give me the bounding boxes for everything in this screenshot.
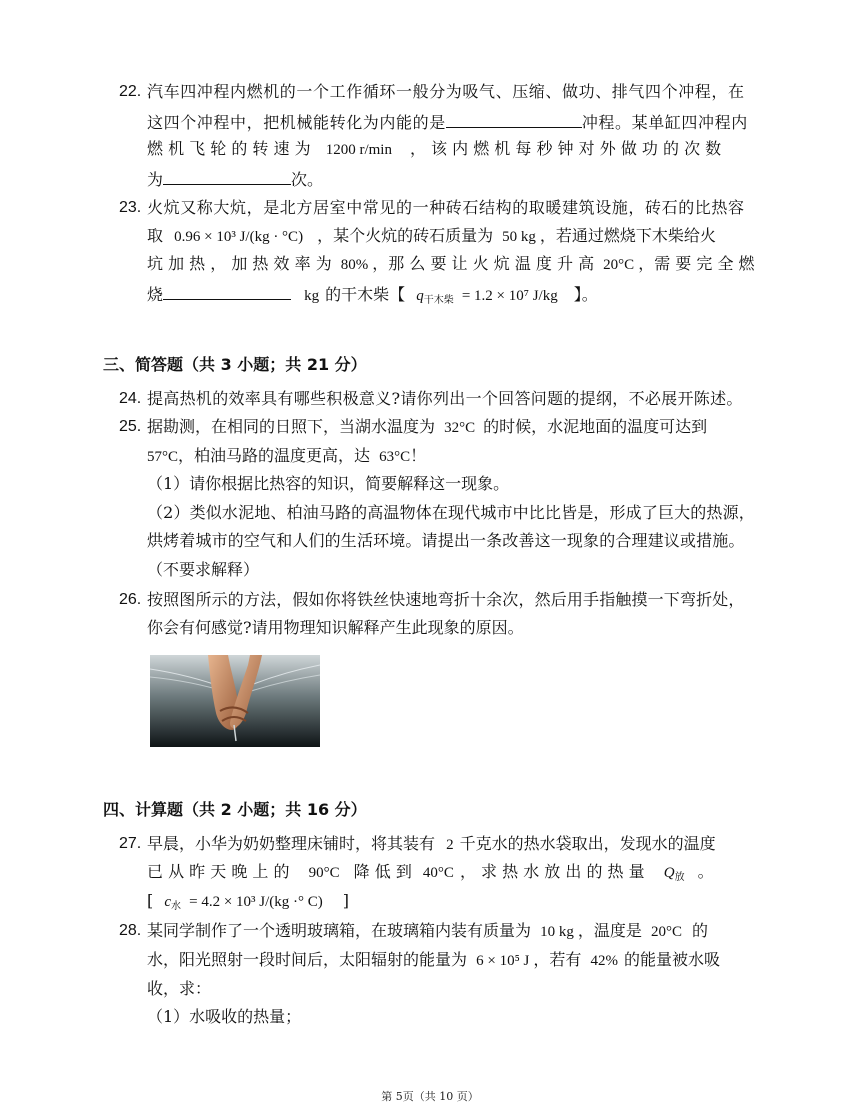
- q25-line-6: [147, 560, 259, 580]
- q22-text-3b: ， 该 内 燃 机 每 秒 钟 对 外 做 功 的 次 数: [409, 139, 722, 158]
- page-footer: 第 5页（共 10 页）: [381, 1090, 479, 1103]
- q27-c-symbol: c: [164, 894, 172, 910]
- q22-line-2: [147, 111, 748, 133]
- q26-line-1: [147, 590, 745, 610]
- q28-solar-energy: 6 × 10⁵ J: [476, 953, 530, 969]
- q26-line-2: [147, 618, 524, 638]
- q25-text-5: 烘烤着城市的空气和人们的生活环境。请提出一条改善这一现象的合理建议或措施。: [147, 531, 745, 550]
- q25-number: 25.: [119, 418, 142, 435]
- q28-mass: 10 kg: [540, 924, 574, 940]
- q23-text-1: 火炕又称大炕，是北方居室中常见的一种砖石结构的取暖建筑设施，砖石的比热容: [147, 198, 745, 217]
- q22-line-1: [147, 82, 745, 102]
- q24-number: 24.: [119, 390, 142, 407]
- q22-line-4: [147, 168, 323, 190]
- q23-line-4: [147, 283, 598, 311]
- q27-q-subscript: 放: [674, 872, 685, 883]
- q23-text-4c: 】。: [573, 285, 598, 304]
- q25-text-4: （2）类似水泥地、柏油马路的高温物体在现代城市中比比皆是，形成了巨大的热源，: [147, 503, 755, 522]
- q27-mass: 2: [446, 837, 454, 853]
- q23-line-1: [147, 198, 745, 218]
- q27-final-temp: 40°C: [422, 865, 454, 881]
- q28-text-2c: 的能量被水吸: [624, 950, 721, 969]
- q25-text-1a: 据勘测，在相同的日照下，当湖水温度为: [147, 417, 436, 436]
- q28-text-2a: 水，阳光照射一段时间后，太阳辐射的能量为: [147, 950, 468, 969]
- q25-line-1: [147, 417, 707, 438]
- q23-temp-rise: 20°C: [603, 257, 635, 273]
- q23-text-4a: 烧: [147, 285, 164, 304]
- q26-text-2: 你会有何感觉?请用物理知识解释产生此现象的原因。: [147, 618, 524, 637]
- q23-mass: 50 kg: [502, 229, 536, 245]
- q24-text-1: 提高热机的效率具有哪些积极意义?请你列出一个回答问题的提纲，不必展开陈述。: [147, 389, 743, 408]
- q24-line-1: [147, 389, 743, 409]
- q23-text-3b: ，那 么 要 让 火 炕 温 度 升 高: [372, 254, 595, 273]
- q27-text-2d: 。: [697, 862, 714, 881]
- q28-number: 28.: [119, 922, 142, 939]
- q27-q-symbol: Q: [663, 865, 675, 881]
- q23-heat-value: = 1.2 × 10⁷ J/kg: [461, 288, 558, 304]
- q23-specific-heat: 0.96 × 10³ J/(kg · °C): [174, 229, 304, 245]
- q23-number: 23.: [119, 199, 142, 216]
- q27-text-2a: 已 从 昨 天 晚 上 的: [147, 862, 290, 881]
- q23-text-2b: ，某个火炕的砖石质量为: [317, 226, 494, 245]
- q27-text-1a: 早晨，小华为奶奶整理床铺时，将其装有: [147, 834, 436, 853]
- q25-text-2a: ，柏油马路的温度更高，达: [178, 446, 371, 465]
- q27-text-2b: 降 低 到: [353, 862, 412, 881]
- q28-line-2: [147, 950, 720, 971]
- q27-text-1b: 千克水的热水袋取出，发现水的温度: [459, 834, 716, 853]
- q28-text-3: 收，求：: [147, 979, 212, 998]
- q28-line-3: [147, 979, 211, 999]
- q28-absorb-rate: 42%: [590, 953, 618, 969]
- q27-line-3: [147, 891, 349, 917]
- q22-text-2a: 这四个冲程中，把机械能转化为内能的是: [147, 113, 446, 132]
- q23-line-3: [147, 254, 755, 275]
- q26-number: 26.: [119, 591, 142, 608]
- q27-c-subscript: 水: [171, 901, 182, 912]
- q27-text-2c: ， 求 热 水 放 出 的 热 量: [459, 862, 645, 881]
- q22-rpm: 1200 r/min: [325, 142, 392, 158]
- q22-line-3: [147, 139, 721, 160]
- q23-unit-kg: kg: [304, 288, 320, 304]
- q25-line-4: [147, 503, 755, 523]
- q23-q-symbol: q: [416, 288, 424, 304]
- q22-text-1: 汽车四冲程内燃机的一个工作循环一般分为吸气、压缩、做功、排气四个冲程，在: [147, 82, 745, 101]
- q25-text-6: （不要求解释）: [147, 560, 260, 579]
- q23-text-2a: 取: [147, 226, 164, 245]
- q25-lake-temp: 32°C: [444, 420, 476, 436]
- q22-text-3a: 燃 机 飞 轮 的 转 速 为: [147, 139, 311, 158]
- q23-line-2: [147, 226, 716, 247]
- q28-line-4: [147, 1007, 301, 1027]
- q23-blank-mass[interactable]: [163, 283, 291, 300]
- q23-efficiency: 80%: [340, 257, 369, 273]
- q22-text-4a: 为: [147, 170, 164, 189]
- q27-line-2: [147, 862, 714, 888]
- q27-line-1: [147, 834, 716, 855]
- q28-text-1b: ，温度是: [577, 921, 642, 940]
- q27-initial-temp: 90°C: [308, 865, 340, 881]
- bending-wire-photo: [150, 655, 320, 747]
- q22-blank-stroke[interactable]: [446, 111, 582, 128]
- q23-q-subscript: 干木柴: [423, 295, 454, 306]
- q28-temp: 20°C: [650, 924, 682, 940]
- q28-line-1: [147, 921, 708, 942]
- q27-bracket-close: ]: [342, 891, 350, 910]
- q23-text-2c: ，若通过燃烧下木柴给火: [539, 226, 716, 245]
- q25-line-3: [147, 474, 509, 494]
- q27-specific-heat: = 4.2 × 10³ J/(kg ·° C): [189, 894, 323, 910]
- q26-text-1: 按照图所示的方法，假如你将铁丝快速地弯折十余次，然后用手指触摸一下弯折处，: [147, 590, 745, 609]
- q23-text-3a: 坑 加 热 ， 加 热 效 率 为: [147, 254, 332, 273]
- q27-bracket-open: [: [147, 891, 154, 910]
- q23-text-3c: ，需 要 完 全 燃: [638, 254, 755, 273]
- q22-text-2b: 冲程。某单缸四冲程内: [581, 113, 748, 132]
- q25-asphalt-temp: 63°C: [379, 449, 411, 465]
- q22-text-4b: 次。: [291, 170, 324, 189]
- q28-text-4: （1）水吸收的热量；: [147, 1007, 302, 1026]
- bending-wire-illustration: [150, 655, 320, 747]
- q25-text-2b: ！: [410, 446, 427, 465]
- q25-line-5: [147, 531, 745, 551]
- q25-line-2: [147, 446, 426, 467]
- q22-number: 22.: [119, 83, 142, 100]
- section-3-heading: 三、简答题（共 3 小题；共 21 分）: [103, 355, 367, 374]
- section-4-heading: 四、计算题（共 2 小题；共 16 分）: [103, 800, 367, 819]
- q25-cement-temp: 57°C: [147, 449, 179, 465]
- q22-blank-count[interactable]: [163, 168, 291, 185]
- q23-text-4b: 的干木柴【: [325, 285, 406, 304]
- q25-text-3: （1）请你根据比热容的知识，简要解释这一现象。: [147, 474, 510, 493]
- q28-text-2b: ，若有: [533, 950, 582, 969]
- q28-text-1a: 某同学制作了一个透明玻璃箱，在玻璃箱内装有质量为: [147, 921, 532, 940]
- q25-text-1b: 的时候，水泥地面的温度可达到: [483, 417, 708, 436]
- q28-text-1c: 的: [691, 921, 708, 940]
- q27-number: 27.: [119, 835, 142, 852]
